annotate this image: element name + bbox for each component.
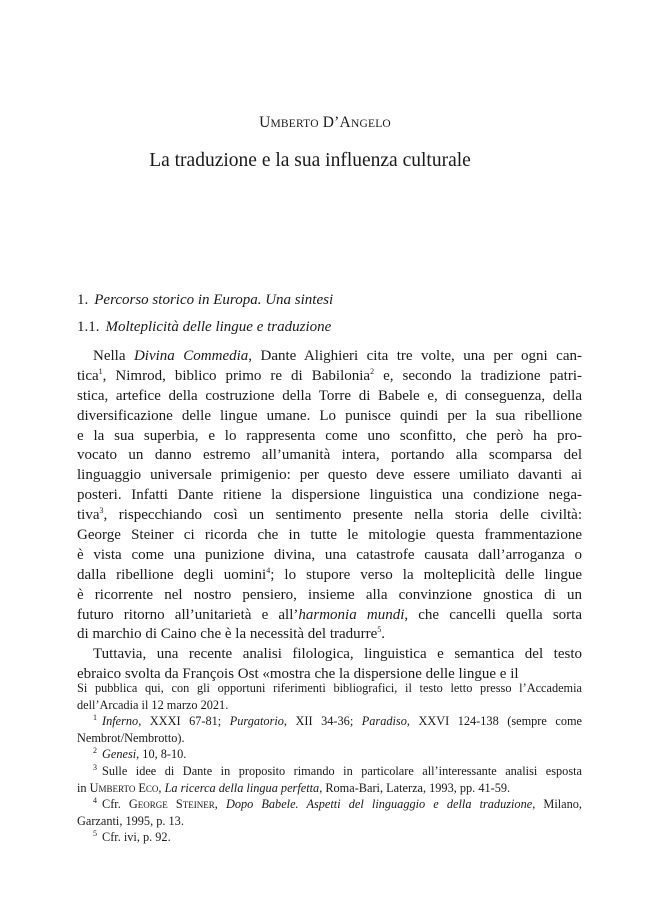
footnote-line xyxy=(77,730,582,747)
text-run: , rispecchiando così un sentimento presente nella storia delle civiltà: xyxy=(103,507,582,524)
footnote-line xyxy=(77,780,582,797)
body-line xyxy=(77,466,582,486)
footnote-ref: 3 xyxy=(99,506,104,516)
text-run: Cfr. ivi, p. 92. xyxy=(102,830,171,845)
footnote-line xyxy=(77,697,582,714)
footnote-ref: 2 xyxy=(370,366,375,376)
text-run: Cfr. xyxy=(102,797,129,812)
body-line xyxy=(77,566,582,586)
author-initial: U xyxy=(259,114,271,131)
body-line xyxy=(77,367,582,387)
text-run: , xyxy=(214,797,226,812)
footnote-line xyxy=(77,763,582,780)
text-run: , Milano, xyxy=(532,797,582,812)
text-run: in xyxy=(77,780,90,795)
body-line xyxy=(77,387,582,407)
text-run: di marchio di Caino che è la necessità del tradurre xyxy=(77,626,378,643)
italic-text: Paradiso xyxy=(361,714,407,729)
text-run: è vista come una punizione divina, una catastrofe causata dall’arroganza o xyxy=(77,546,582,563)
footnote-ref: 1 xyxy=(98,366,103,376)
text-run: , Roma-Bari, Laterza, 1993, pp. 41-59. xyxy=(319,780,511,795)
footnote-line xyxy=(77,746,582,763)
text-run: George Steiner ci ricorda che in tutte le mitologie questa frammentazione xyxy=(77,527,582,544)
text-run: futuro ritorno all’unitarietà e all’ xyxy=(77,606,299,623)
footnote-ref: 5 xyxy=(377,625,382,635)
text-run: , Nimrod, biblico primo re di Babilonia xyxy=(102,367,371,384)
body-line xyxy=(77,407,582,427)
footnote-number: 5 xyxy=(93,829,97,839)
text-run: . xyxy=(381,626,386,643)
footnote-number: 4 xyxy=(93,796,97,806)
subsection-heading xyxy=(77,319,331,336)
author-name xyxy=(0,114,650,132)
author-last-rest: NGELO xyxy=(350,118,391,130)
footnote-line xyxy=(77,680,582,697)
body-line xyxy=(77,347,582,367)
text-run: , Dante Alighieri cita tre volte, una per ogni can- xyxy=(248,348,582,364)
small-caps-name: George Steiner xyxy=(128,797,215,812)
subsection-number: 1.1. xyxy=(77,319,100,335)
footnote-line xyxy=(77,829,582,846)
body-line xyxy=(77,526,582,546)
body-line xyxy=(77,506,582,526)
text-run: è ricorrente nel nostro pensiero, insieme alla convinzione gnostica di un xyxy=(77,586,582,603)
text-run: e, secondo la tradizione patri- xyxy=(374,367,583,384)
italic-text: Inferno xyxy=(102,714,139,729)
section-title: Percorso storico in Europa. Una sintesi xyxy=(94,292,334,308)
author-first-rest: MBERTO xyxy=(270,118,319,130)
text-run: stica, artefice della costruzione della Torre di Babele e, di conseguenza, della xyxy=(77,387,582,404)
author-mid: D’A xyxy=(318,114,351,131)
footnote-number: 3 xyxy=(93,762,97,772)
body-line xyxy=(77,645,582,665)
text-run: e la sua superbia, e lo rappresenta come uno sconfitto, che però ha pro- xyxy=(77,427,582,444)
italic-text: Dopo Babele. Aspetti del linguaggio e della traduzione xyxy=(225,797,533,812)
text-run: posteri. Infatti Dante ritiene la dispersione linguistica una condizione nega- xyxy=(77,487,582,504)
text-run: Nella xyxy=(93,348,134,364)
body-line xyxy=(77,446,582,466)
body-line xyxy=(77,427,582,447)
italic-text: Purgatorio xyxy=(229,714,284,729)
section-number: 1. xyxy=(77,292,89,308)
body-line xyxy=(77,606,582,626)
text-run: linguaggio universale primigenio: per questo deve essere umiliato davanti ai xyxy=(77,467,582,484)
italic-text: harmonia mundi xyxy=(298,606,405,623)
text-run: vocato un danno estremo all’umanità intera, portando alla scomparsa del xyxy=(77,447,582,464)
italic-text: Divina Commedia xyxy=(133,348,249,364)
text-run: Si pubblica qui, con gli opportuni riferimenti bibliografici, il testo letto presso l’Accademia xyxy=(77,681,582,695)
footnote-line xyxy=(77,813,582,830)
text-run: ; lo stupore verso la molteplicità delle lingue xyxy=(270,566,582,583)
footnote-number: 1 xyxy=(93,713,97,723)
body-line xyxy=(77,546,582,566)
text-run: tica xyxy=(77,367,99,384)
text-run: Nembrot/Nembrotto). xyxy=(77,730,185,745)
text-run: , XII 34-36; xyxy=(283,714,362,729)
small-caps-name: Umberto Eco xyxy=(89,780,159,795)
text-run: , xyxy=(158,780,165,795)
footnote-ref: 4 xyxy=(266,565,271,575)
text-run: ebraico svolta da François Ost «mostra che la dispersione delle lingue e il xyxy=(77,666,519,683)
text-run: , XXVI 124-138 (sempre come xyxy=(406,714,583,729)
text-run: dell’Arcadia il 12 marzo 2021. xyxy=(77,697,229,712)
footnotes xyxy=(77,680,582,846)
text-run: diversificazione delle lingue umane. Lo punisce quindi per la sua ribellione xyxy=(77,407,582,424)
text-run: , 10, 8-10. xyxy=(136,747,187,762)
italic-text: Genesi xyxy=(102,747,137,762)
article-title: La traduzione e la sua influenza culturale xyxy=(149,150,471,171)
text-run: tiva xyxy=(77,507,100,524)
text-run: , che cancelli quella sorta xyxy=(404,606,582,623)
text-run: Garzanti, 1995, p. 13. xyxy=(77,813,184,828)
body-line xyxy=(77,625,582,645)
text-run: Sulle idee di Dante in proposito rimando in particolare all’interessante analisi esposta xyxy=(102,763,582,778)
italic-text: La ricerca della lingua perfetta xyxy=(164,780,320,795)
subsection-title: Molteplicità delle lingue e traduzione xyxy=(105,319,332,335)
text-run: dalla ribellione degli uomini xyxy=(77,566,267,583)
text-run: Tuttavia, una recente analisi filologica, linguistica e semantica del testo xyxy=(93,646,582,663)
body-line xyxy=(77,486,582,506)
text-run: , XXXI 67-81; xyxy=(138,714,230,729)
footnote-line xyxy=(77,713,582,730)
body-text xyxy=(77,347,582,685)
footnote-line xyxy=(77,796,582,813)
section-heading xyxy=(77,292,333,309)
footnote-number: 2 xyxy=(93,746,97,756)
body-line xyxy=(77,586,582,606)
